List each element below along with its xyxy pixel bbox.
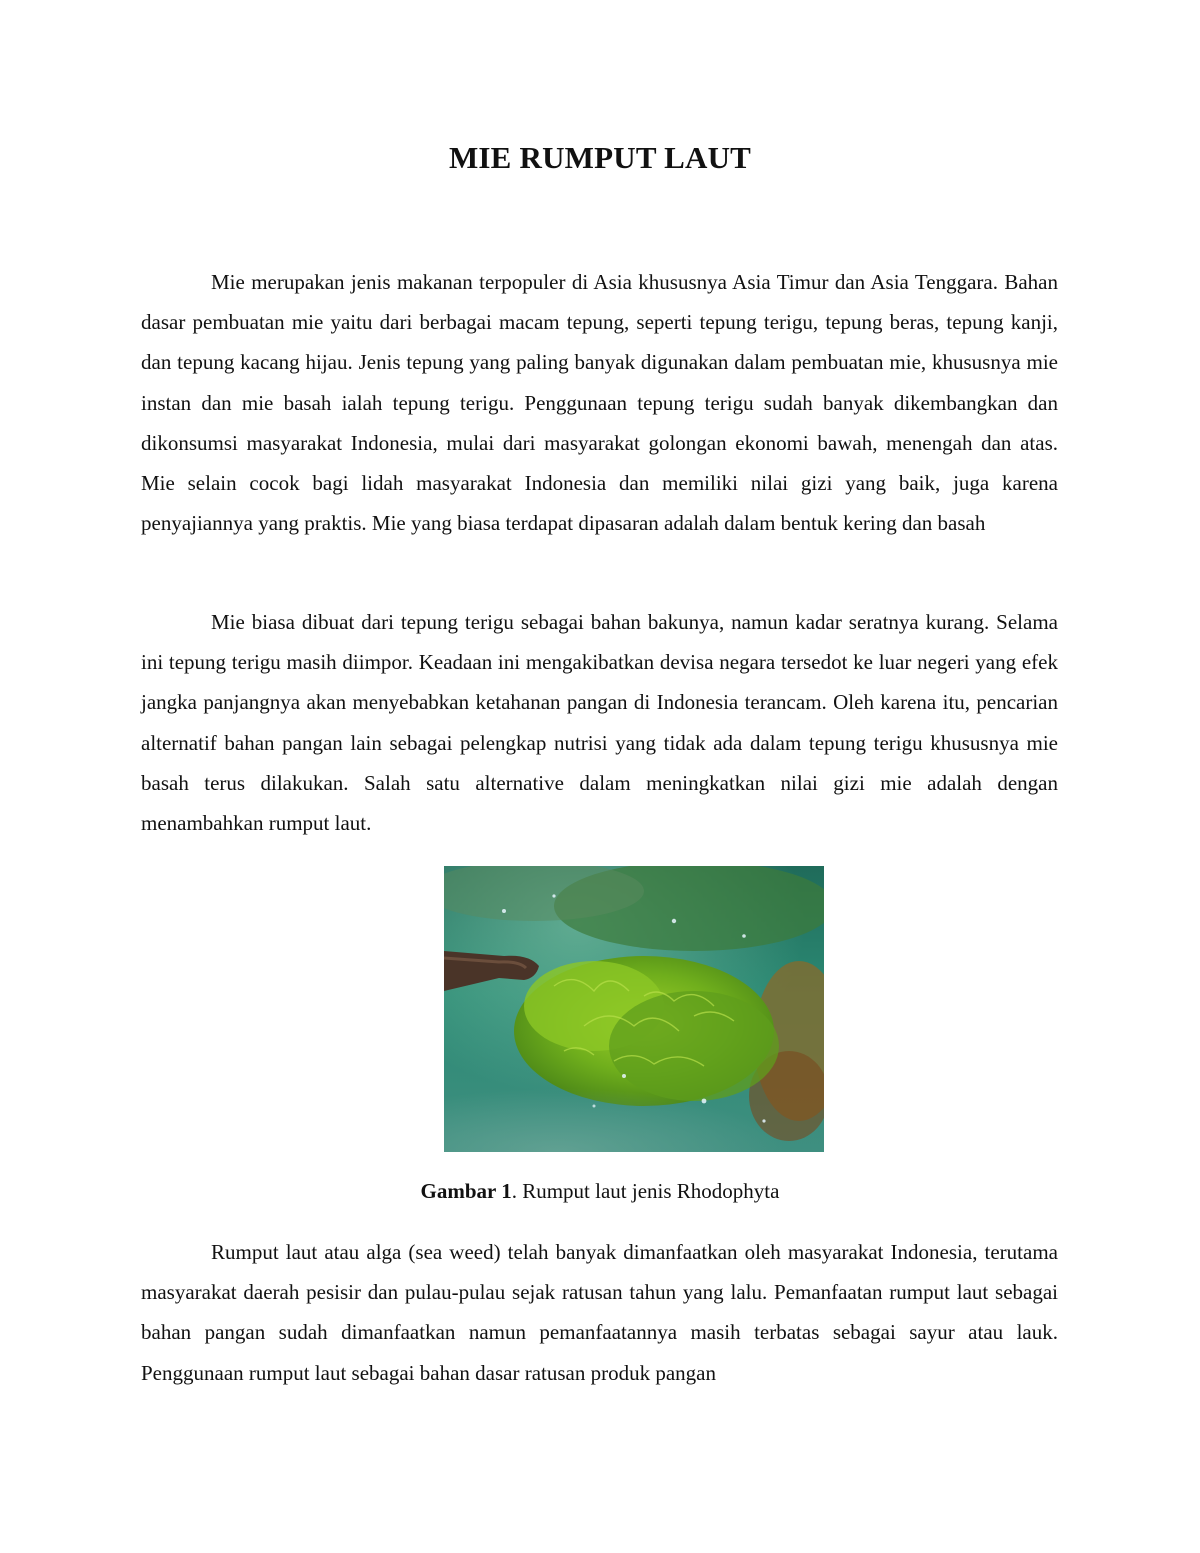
seaweed-photo xyxy=(444,866,824,1152)
figure-caption-label: Gambar 1 xyxy=(420,1179,512,1203)
figure-caption xyxy=(0,1179,1200,1204)
seaweed-photo-illustration xyxy=(444,866,824,1152)
paragraph-1: Mie merupakan jenis makanan terpopuler di Asia khususnya Asia Timur dan Asia Tenggara. Bahan dasar pembuatan mie yaitu dari berbagai macam tepung, seperti tepung terigu, tepung beras, tepung kanji, dan tepung kacang hijau. Jenis tepung yang paling banyak digunakan dalam pembuatan mie, khususnya mie instan dan mie basah ialah tepung terigu. Penggunaan tepung terigu sudah banyak dikembangkan dan dikonsumsi masyarakat Indonesia, mulai dari masyarakat golongan ekonomi bawah, menengah dan atas. Mie selain cocok bagi lidah masyarakat Indonesia dan memiliki nilai gizi yang baik, juga karena penyajiannya yang praktis. Mie yang biasa terdapat dipasaran adalah dalam bentuk kering dan basah xyxy=(141,270,1058,536)
paragraph-3: Rumput laut atau alga (sea weed) telah banyak dimanfaatkan oleh masyarakat Indonesia, terutama masyarakat daerah pesisir dan pulau-pulau sejak ratusan tahun yang lalu. Pemanfaatan rumput laut sebagai bahan pangan sudah dimanfaatkan namun pemanfaatannya masih terbatas sebagai sayur atau lauk. Penggunaan rumput laut sebagai bahan dasar ratusan produk pangan xyxy=(141,1240,1058,1385)
paragraph-2: Mie biasa dibuat dari tepung terigu sebagai bahan bakunya, namun kadar seratnya kurang. Selama ini tepung terigu masih diimpor. Keadaan ini mengakibatkan devisa negara tersedot ke luar negeri yang efek jangka panjangnya akan menyebabkan ketahanan pangan di Indonesia terancam. Oleh karena itu, pencarian alternatif bahan pangan lain sebagai pelengkap nutrisi yang tidak ada dalam tepung terigu khususnya mie basah terus dilakukan. Salah satu alternative dalam meningkatkan nilai gizi mie adalah dengan menambahkan rumput laut. xyxy=(141,610,1058,836)
figure-caption-text: . Rumput laut jenis Rhodophyta xyxy=(511,1179,780,1203)
document-title: MIE RUMPUT LAUT xyxy=(448,140,752,175)
